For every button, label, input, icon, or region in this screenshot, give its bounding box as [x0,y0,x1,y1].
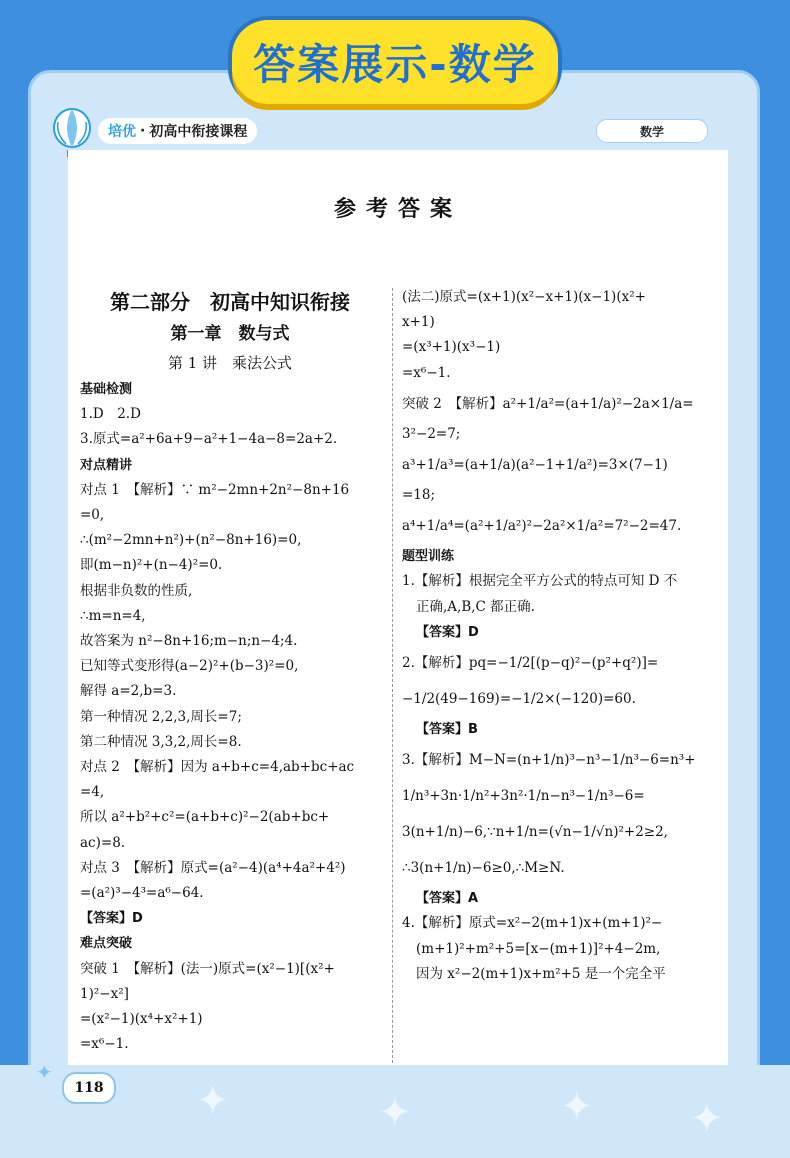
text-line: =18; [402,487,436,504]
section-label: 基础检测 [80,382,133,397]
answer-page [68,150,728,1065]
text-line: ac)=8. [80,834,126,851]
text-line: =(x²−1)(x⁴+x²+1) [80,1011,203,1028]
text-line: =(x³+1)(x³−1) [402,339,501,356]
text-line: 解得 a=2,b=3. [80,683,177,700]
text-line: 第二种情况 3,3,2,周长=8. [80,733,242,750]
banner-title: 答案展示-数学 [253,40,537,89]
text-line: 即(m−n)²+(n−4)²=0. [80,557,223,574]
page-number: 118 [62,1072,116,1104]
text-line: 1)²−x²] [80,985,129,1002]
lesson-title: 第 1 讲 乘法公式 [167,354,293,372]
section-label: 难点突破 [80,936,133,952]
star-icon: ✦ [378,1090,412,1136]
brand-highlight: 培优 [108,124,136,140]
right-content [402,285,714,987]
text-line: x+1) [402,314,435,331]
text-line: 3.原式=a²+6a+9−a²+1−4a−8=2a+2. [80,431,338,448]
text-line: 1.D 2.D [80,406,141,423]
brand-name: 初高中衔接课程 [149,124,248,140]
text-line: =x⁶−1. [80,1036,129,1053]
subject-label: 数学 [639,124,664,139]
text-line: −1/2(49−169)=−1/2×(−120)=60. [402,691,636,708]
star-icon: ✦ [560,1084,594,1130]
star-icon: ✦ [196,1078,230,1124]
text-line: 4.【解析】原式=x²−2(m+1)x+(m+1)²− [402,915,663,932]
text-line: 对点 2 【解析】因为 a+b+c=4,ab+bc+ac [80,759,355,776]
text-line: 3.【解析】M−N=(n+1/n)³−n³−1/n³−6=n³+ [402,752,696,769]
left-content [80,377,380,1057]
text-line: =4, [80,784,105,801]
section-label: 【答案】B [416,722,478,738]
text-line: ∴3(n+1/n)−6≥0,∴M≥N. [402,860,565,877]
text-line: ∴(m²−2mn+n²)+(n²−8n+16)=0, [80,532,302,549]
section-label: 对点精讲 [80,457,133,473]
text-line: ∴m=n=4, [80,607,146,624]
section-label: 【答案】D [416,624,479,640]
page-title: 参考答案 [333,197,462,222]
star-icon: ✦ [690,1096,724,1142]
text-line: a³+1/a³=(a+1/a)(a²−1+1/a²)=3×(7−1) [402,457,668,474]
text-line: 3²−2=7; [402,425,461,442]
brand-dot: · [140,123,146,139]
text-line: 对点 3 【解析】原式=(a²−4)(a⁴+4a²+4²) [80,859,346,876]
text-line: 1/n³+3n·1/n²+3n²·1/n−n³−1/n³−6= [402,788,645,805]
chapter-title: 第一章 数与式 [170,324,290,344]
text-line: =(a²)³−4³=a⁶−64. [80,885,204,902]
part-title: 第二部分 初高中知识衔接 [110,290,350,314]
section-label: 题型训练 [402,549,455,565]
star-icon: ✦ [36,1060,53,1084]
text-line: 第一种情况 2,2,3,周长=7; [80,708,242,725]
text-line: 因为 x²−2(m+1)x+m²+5 是一个完全平 [416,965,666,982]
text-line: 所以 a²+b²+c²=(a+b+c)²−2(ab+bc+ [80,809,330,826]
subject-tag [596,119,708,143]
text-line: =0, [80,507,105,524]
column-divider [392,288,394,1063]
text-line: (法二)原式=(x+1)(x²−x+1)(x−1)(x²+ [402,289,646,305]
text-line: 1.【解析】根据完全平方公式的特点可知 D 不 [402,573,678,590]
section-label: 【答案】A [416,891,479,907]
text-line: 2.【解析】pq=−1/2[(p−q)²−(p²+q²)]= [402,655,659,672]
text-line: (m+1)²+m²+5=[x−(m+1)]²+4−2m, [416,940,661,957]
text-line: 已知等式变形得(a−2)²+(b−3)²=0, [80,658,299,675]
title-banner [232,20,558,104]
left-column [80,285,380,1057]
text-line: 对点 1 【解析】∵ m²−2mn+2n²−8n+16 [80,481,350,498]
text-line: 突破 1 【解析】(法一)原式=(x²−1)[(x²+ [80,960,335,977]
text-line: 3(n+1/n)−6,∵n+1/n=(√n−1/√n)²+2≥2, [402,824,668,841]
section-label: 【答案】D [80,911,143,927]
text-line: 根据非负数的性质, [80,582,193,599]
text-line: 突破 2 【解析】a²+1/a²=(a+1/a)²−2a×1/a= [402,395,694,412]
right-column [402,285,714,987]
text-line: =x⁶−1. [402,364,451,381]
text-line: a⁴+1/a⁴=(a²+1/a²)²−2a²×1/a²=7²−2=47. [402,518,682,535]
course-brand [98,118,257,144]
text-line: 正确,A,B,C 都正确. [416,598,535,615]
text-line: 故答案为 n²−8n+16;m−n;n−4;4. [80,633,298,650]
